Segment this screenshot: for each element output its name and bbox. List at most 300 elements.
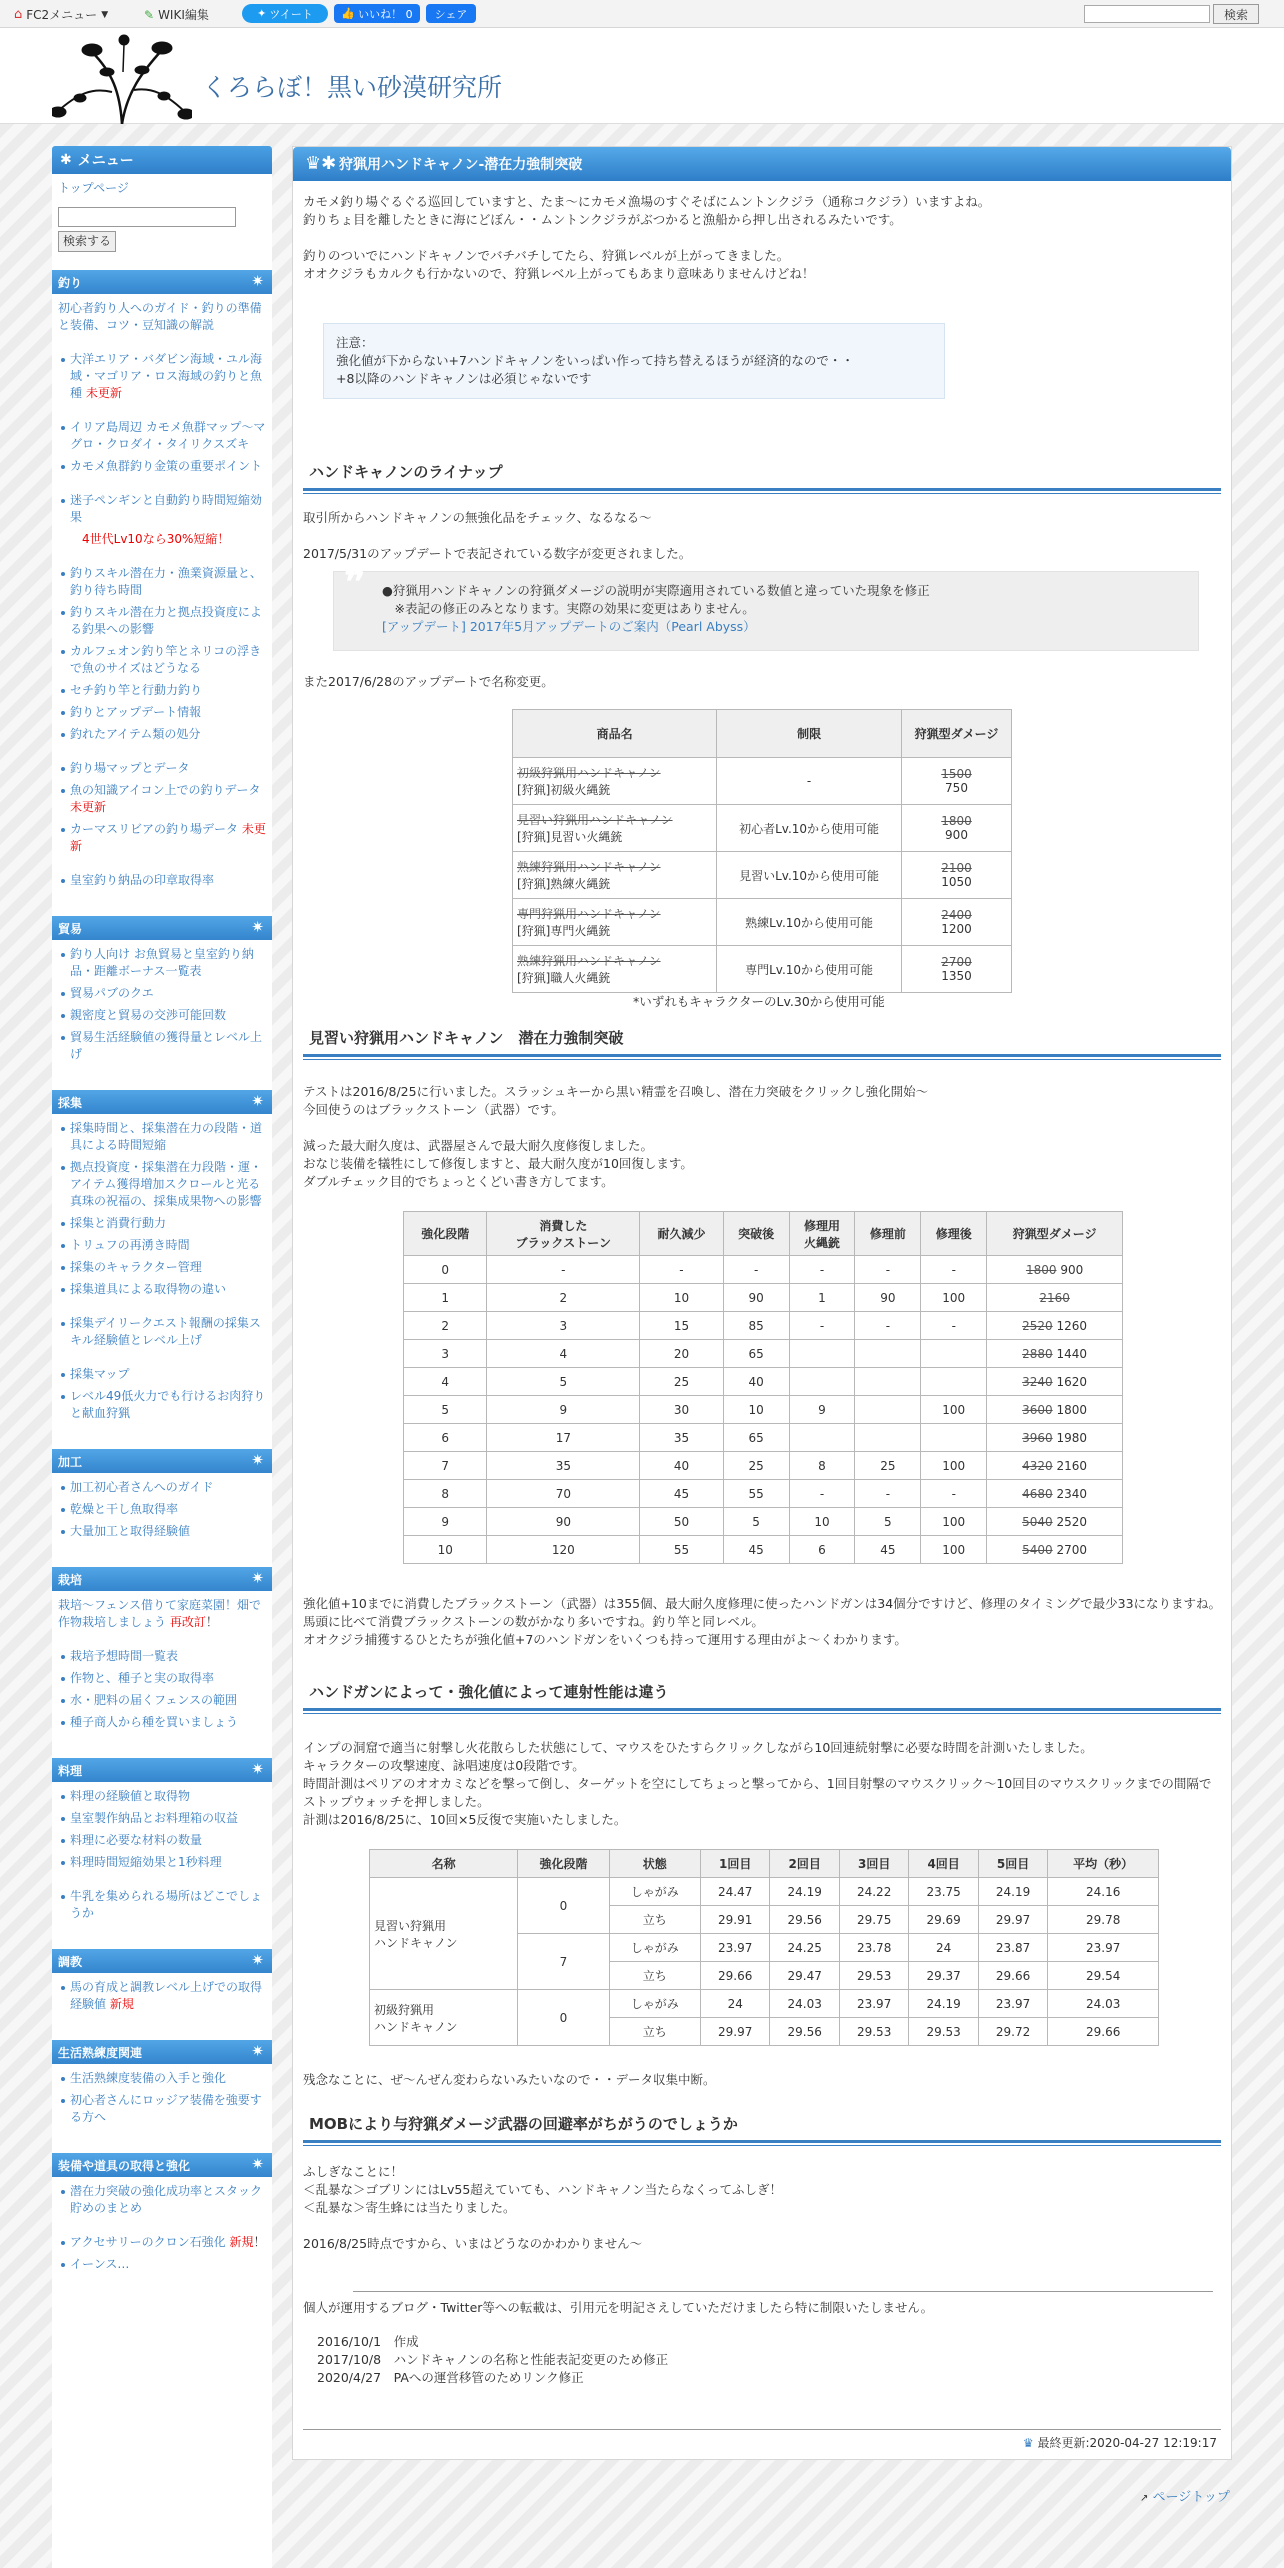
header-text: 修理前 xyxy=(869,1227,906,1241)
table-row xyxy=(404,1480,1123,1508)
table-cell: 23.87 xyxy=(978,1934,1047,1962)
sidebar-search-button[interactable]: 検索する xyxy=(58,231,116,252)
table-cell: 29.78 xyxy=(1048,1906,1159,1934)
crown-icon: ♛✱ xyxy=(305,153,337,174)
sidebar-section-header xyxy=(52,1758,272,1782)
sidebar-item-label: 皇室製作納品とお料理箱の収益 xyxy=(70,1811,239,1825)
table-cell: 50 xyxy=(640,1508,723,1536)
sidebar-item[interactable] xyxy=(58,2070,266,2087)
damage: 2160 xyxy=(1056,1458,1088,1473)
table-cell: 10 xyxy=(723,1396,789,1424)
table-cell xyxy=(987,1452,1123,1480)
like-button[interactable]: 👍 いいね！ 0 xyxy=(334,4,420,23)
sidebar-item[interactable] xyxy=(58,760,266,777)
sidebar-item-label: 採集マップ xyxy=(70,1367,130,1381)
table-header xyxy=(640,1212,723,1256)
sidebar-item[interactable] xyxy=(58,1714,266,1731)
old-name: 専門狩猟用ハンドキャノン xyxy=(517,907,661,921)
sidebar-section-body xyxy=(52,1591,272,1744)
table-row xyxy=(404,1340,1123,1368)
crown-icon: ♛ xyxy=(1022,2436,1034,2450)
sidebar-item-label: 釣り場マップとデータ xyxy=(70,761,190,775)
sidebar-item-label: 大量加工と取得経験値 xyxy=(70,1524,191,1538)
sidebar-item[interactable] xyxy=(58,2092,266,2126)
table-cell: 24.19 xyxy=(770,1878,839,1906)
table-cell: 10 xyxy=(640,1284,723,1312)
table-cell xyxy=(855,1424,921,1452)
table-cell: 見習いLv.10から使用可能 xyxy=(717,852,902,899)
sidebar-section-title: 加工 xyxy=(58,1454,83,1469)
table-header: 3回目 xyxy=(839,1850,908,1878)
old-damage: 3240 xyxy=(1022,1374,1053,1389)
table-header: 2回目 xyxy=(770,1850,839,1878)
intro-line xyxy=(303,229,990,247)
table-cell xyxy=(513,758,717,805)
table-cell: 熟練Lv.10から使用可能 xyxy=(717,899,902,946)
topbar-search-button[interactable]: 検索 xyxy=(1213,4,1259,24)
sidebar-item[interactable] xyxy=(58,565,266,599)
quote-line: ※表記の修正のみとなります。実際の効果に変更はありません。 xyxy=(382,601,755,616)
sidebar-item[interactable] xyxy=(58,1832,266,1849)
sidebar-item[interactable] xyxy=(58,1979,266,2013)
sidebar-section-header xyxy=(52,270,272,294)
table-cell: 100 xyxy=(921,1508,987,1536)
sidebar-item[interactable] xyxy=(58,782,266,816)
note-box xyxy=(323,323,945,399)
sidebar-item[interactable] xyxy=(58,872,266,889)
table-cell: 29.53 xyxy=(909,2018,978,2046)
damage: 1050 xyxy=(941,875,972,889)
table-header-row xyxy=(404,1212,1123,1256)
topbar-search-input[interactable] xyxy=(1084,5,1210,23)
table-header xyxy=(723,1212,789,1256)
damage: 900 xyxy=(945,828,968,842)
break-after-text xyxy=(303,1595,1223,1649)
break-after-line: オオクジラ捕獲するひとたちが強化値+7のハンドガンをいくつも持って運用する理由がよ～くわかります。 xyxy=(303,1632,907,1647)
sidebar-item[interactable] xyxy=(58,2256,266,2273)
header-text: 修理用 xyxy=(803,1218,840,1233)
sparkle-icon: ✷ xyxy=(251,1951,264,1969)
rapid-line: 計測は2016/8/25に、10回×5反復で実施いたしました。 xyxy=(303,1812,627,1827)
mob-line: ＜乱暴な＞寄生蜂には当たりました。 xyxy=(303,2200,516,2215)
sidebar-section-title: 生活熟練度関連 xyxy=(58,2045,143,2060)
sidebar-item[interactable] xyxy=(58,1854,266,1871)
sidebar-item[interactable] xyxy=(58,1388,266,1422)
damage: 1620 xyxy=(1056,1374,1088,1389)
table-cell: 23.75 xyxy=(909,1878,978,1906)
table-cell xyxy=(987,1256,1123,1284)
new-badge: 新規 xyxy=(109,1997,134,2011)
sidebar-item[interactable] xyxy=(58,351,266,402)
spacer xyxy=(58,480,266,492)
sidebar-section-title: 栽培 xyxy=(58,1572,83,1587)
table-cell: 4 xyxy=(404,1368,487,1396)
sidebar-section-header xyxy=(52,2153,272,2177)
table-cell: 9 xyxy=(404,1508,487,1536)
note-line: 強化値が下からない+7ハンドキャノンをいっぱい作って持ち替えるほうが経済的なので・・ xyxy=(336,353,854,368)
sidebar-section-body xyxy=(52,1973,272,2026)
sidebar-item[interactable] xyxy=(58,492,266,526)
table-cell: 1 xyxy=(404,1284,487,1312)
old-damage: 2700 xyxy=(941,955,972,969)
new-badge: 未更新 xyxy=(70,822,266,853)
table-cell xyxy=(513,805,717,852)
spacer xyxy=(52,2139,272,2153)
table-cell: 35 xyxy=(487,1452,640,1480)
sidebar-item-label: 料理時間短縮効果と1秒料理 xyxy=(70,1855,222,1869)
fc2-topbar xyxy=(0,0,1284,28)
damage: 2520 xyxy=(1056,1514,1088,1529)
sidebar-item[interactable] xyxy=(58,1788,266,1805)
table-cell xyxy=(902,805,1012,852)
mob-line xyxy=(303,2217,782,2235)
tweet-button[interactable]: ✦ ツイート xyxy=(242,4,328,23)
sidebar-section-body xyxy=(52,1782,272,1935)
table-cell xyxy=(921,1424,987,1452)
table-cell xyxy=(902,946,1012,993)
site-title[interactable]: くろらぼ！黒い砂漠研究所 xyxy=(202,73,503,102)
spacer xyxy=(52,1553,272,1567)
table-cell: - xyxy=(723,1256,789,1284)
intro-text xyxy=(303,193,990,283)
sidebar-item[interactable] xyxy=(58,1159,266,1210)
table-cell: 100 xyxy=(921,1452,987,1480)
sidebar-item-label: レベル49低火力でも行けるお肉狩りと献血狩猟 xyxy=(70,1389,266,1420)
sidebar-top-page-link[interactable]: トップページ xyxy=(58,181,129,195)
sidebar-section-body xyxy=(52,2177,272,2286)
new-badge: 未更新 xyxy=(85,386,122,400)
damage: 1980 xyxy=(1056,1430,1088,1445)
sidebar-item[interactable] xyxy=(58,985,266,1002)
old-damage: 3600 xyxy=(1022,1402,1053,1417)
new-name: [狩猟]見習い火縄銃 xyxy=(517,830,623,844)
weapon-name: ハンドキャノン xyxy=(374,1935,458,1950)
divider xyxy=(353,2291,1213,2292)
table-header xyxy=(789,1212,855,1256)
sidebar-item[interactable] xyxy=(58,946,266,980)
sidebar-item[interactable] xyxy=(58,2234,266,2251)
spacer xyxy=(52,902,272,916)
sidebar-item[interactable] xyxy=(58,604,266,638)
sidebar-item[interactable] xyxy=(58,1259,266,1276)
table-cell: 29.56 xyxy=(770,2018,839,2046)
table-header xyxy=(855,1212,921,1256)
page-top-link[interactable]: ↗ ページトップ xyxy=(1140,2490,1230,2505)
sidebar-item-label: 迷子ペンギンと自動釣り時間短縮効果 xyxy=(70,493,262,524)
table-cell xyxy=(513,852,717,899)
table-cell: 7 xyxy=(404,1452,487,1480)
sidebar-search-input[interactable] xyxy=(58,207,236,227)
sidebar-item[interactable] xyxy=(58,2183,266,2217)
table-cell xyxy=(987,1424,1123,1452)
header-text: 消費した xyxy=(539,1218,588,1233)
table-header-row xyxy=(513,710,1012,758)
old-damage: 2520 xyxy=(1022,1318,1053,1333)
old-damage: 1800 xyxy=(1025,1262,1057,1277)
sidebar-item[interactable] xyxy=(58,1648,266,1665)
sidebar-item-label: 釣りスキル潜在力・漁業資源量と、釣り待ち時間 xyxy=(70,566,262,597)
quote-line: ●狩猟用ハンドキャノンの狩猟ダメージの説明が実際適用されている数値と違っていた現象を修正 xyxy=(382,583,930,598)
sidebar-item-label: 水・肥料の届くフェンスの範囲 xyxy=(70,1693,238,1707)
update-link[interactable]: [アップデート] 2017年5月アップデートのご案内（Pearl Abyss） xyxy=(382,619,756,634)
sidebar-item[interactable] xyxy=(58,1366,266,1383)
damage: 1350 xyxy=(941,969,972,983)
table-cell: 5 xyxy=(855,1508,921,1536)
sidebar-section-body xyxy=(52,294,272,902)
sidebar-section-title: 料理 xyxy=(58,1763,83,1778)
weapon-name: ハンドキャノン xyxy=(374,2019,458,2034)
table-row xyxy=(404,1312,1123,1340)
sidebar-item-label: 初心者釣り人へのガイド・釣りの準備と装備、コツ・豆知識の解説 xyxy=(58,301,262,332)
sidebar-item[interactable] xyxy=(58,1888,266,1922)
table-cell: 25 xyxy=(640,1368,723,1396)
old-damage: 5040 xyxy=(1022,1514,1053,1529)
sidebar-item[interactable] xyxy=(58,1120,266,1154)
table-cell: 100 xyxy=(921,1284,987,1312)
table-cell xyxy=(921,1340,987,1368)
table-cell: 29.75 xyxy=(839,1906,908,1934)
table-cell: 55 xyxy=(723,1480,789,1508)
last-updated: ♛ 最終更新:2020-04-27 12:19:17 xyxy=(1022,2436,1217,2450)
sidebar-section-body xyxy=(52,2064,272,2139)
header-text: 突破後 xyxy=(738,1227,775,1241)
sidebar-item[interactable] xyxy=(58,1007,266,1024)
fc2-menu[interactable]: ⌂ FC2メニュー ▼ xyxy=(14,7,109,22)
table-cell: 29.72 xyxy=(978,2018,1047,2046)
sidebar-item-label: 牛乳を集められる場所はどこでしょうか xyxy=(70,1889,263,1920)
table-cell xyxy=(987,1312,1123,1340)
damage: 1200 xyxy=(941,922,972,936)
sidebar-item-label: 採集時間と、採集潜在力の段階・道具による時間短縮 xyxy=(70,1121,263,1152)
table-cell: - xyxy=(855,1312,921,1340)
table-cell: - xyxy=(921,1256,987,1284)
break-line xyxy=(303,1119,928,1137)
table-cell: 2 xyxy=(487,1284,640,1312)
break-line: おなじ装備を犠牲にして修復しますと、最大耐久度が10回復します。 xyxy=(303,1156,693,1171)
rapid-after-text: 残念なことに、ぜ～んぜん変わらないみたいなので・・データ収集中断。 xyxy=(303,2072,716,2087)
table-cell xyxy=(855,1340,921,1368)
sidebar-item-label: 料理の経験値と取得物 xyxy=(70,1789,191,1803)
table-cell: - xyxy=(789,1480,855,1508)
sidebar-item[interactable] xyxy=(58,419,266,453)
table-row xyxy=(513,946,1012,993)
sidebar-section-body xyxy=(52,1473,272,1553)
sidebar-item[interactable] xyxy=(58,1692,266,1709)
table-cell: しゃがみ xyxy=(609,1878,700,1906)
table-cell: 6 xyxy=(789,1536,855,1564)
table-row xyxy=(404,1396,1123,1424)
table-header: 5回目 xyxy=(978,1850,1047,1878)
sidebar-section-title: 採集 xyxy=(58,1095,83,1110)
table-header: 強化段階 xyxy=(518,1850,609,1878)
sparkle-icon: ✷ xyxy=(251,1092,264,1110)
table-cell xyxy=(987,1368,1123,1396)
table-cell: 8 xyxy=(789,1452,855,1480)
table-cell: 24.03 xyxy=(1048,1990,1159,2018)
share-button[interactable]: シェア xyxy=(426,4,476,23)
floral-logo-icon xyxy=(52,32,192,124)
lineup-text-1: 取引所からハンドキャノンの無強化品をチェック、なるなる～ xyxy=(303,510,652,525)
sidebar-section-header xyxy=(52,916,272,940)
damage: 1800 xyxy=(1056,1402,1088,1417)
sidebar-item-label: 栽培～フェンス借りて家庭菜園！畑で作物栽培しましょう xyxy=(58,1598,262,1629)
new-name: [狩猟]熟練火縄銃 xyxy=(517,877,611,891)
sidebar-item[interactable] xyxy=(58,1501,266,1518)
table-cell: 45 xyxy=(640,1480,723,1508)
break-after-line: 強化値+10までに消費したブラックストーン（武器）は355個、最大耐久度修理に使ったハンドガンは34個分ですけど、修理のタイミングで最少33になりますね。 xyxy=(303,1596,1222,1611)
sidebar-item[interactable] xyxy=(58,643,266,677)
intro-line: オオクジラもカルクも行かないので、狩猟レベル上がってもあまり意味ありませんけどね！ xyxy=(303,266,815,281)
table-cell: 0 xyxy=(518,1878,609,1934)
sidebar-item-label: トリュフの再湧き時間 xyxy=(70,1238,190,1252)
table-cell: 29.97 xyxy=(700,2018,769,2046)
table-cell: 20 xyxy=(640,1340,723,1368)
table-cell: 0 xyxy=(404,1256,487,1284)
table-cell: 24.22 xyxy=(839,1878,908,1906)
table-header: 4回目 xyxy=(909,1850,978,1878)
damage: 1260 xyxy=(1056,1318,1088,1333)
sidebar-section-title: 調教 xyxy=(58,1954,83,1969)
table-cell: 85 xyxy=(723,1312,789,1340)
damage: 900 xyxy=(1060,1262,1084,1277)
history-line: 2017/10/8 ハンドキャノンの名称と性能表記変更のため修正 xyxy=(317,2352,669,2367)
sidebar-section-header xyxy=(52,2040,272,2064)
sidebar-item[interactable] xyxy=(58,1215,266,1232)
table-cell: - xyxy=(789,1312,855,1340)
table-cell: - xyxy=(855,1480,921,1508)
table-cell: 45 xyxy=(723,1536,789,1564)
table-cell: 29.66 xyxy=(1048,2018,1159,2046)
table-cell: 8 xyxy=(404,1480,487,1508)
spacer xyxy=(58,1636,266,1648)
rapid-line: インプの洞窟で適当に射撃し火花散らした状態にして、マウスをひたすらクリックしながら10回連続射撃に必要な時間を計測いたしました。 xyxy=(303,1740,1093,1755)
history-line: 2016/10/1 作成 xyxy=(317,2334,419,2349)
sidebar-item-label: 拠点投資度・採集潜在力段階・運・アイテム獲得増加スクロールと光る真珠の祝福の、採集成果物への影響 xyxy=(70,1160,263,1208)
spacer xyxy=(52,2026,272,2040)
sidebar-item[interactable] xyxy=(58,1237,266,1254)
table-cell: 9 xyxy=(487,1396,640,1424)
table-cell xyxy=(855,1396,921,1424)
old-damage: 3960 xyxy=(1022,1430,1053,1445)
sidebar-item[interactable] xyxy=(58,1523,266,1540)
table-cell: 29.91 xyxy=(700,1906,769,1934)
table-cell: 10 xyxy=(404,1536,487,1564)
damage: 2340 xyxy=(1056,1486,1088,1501)
table-cell xyxy=(921,1368,987,1396)
sidebar-item-label: 貿易生活経験値の獲得量とレベル上げ xyxy=(70,1030,263,1061)
sidebar-item[interactable] xyxy=(58,821,266,855)
sparkle-icon: ✷ xyxy=(251,1451,264,1469)
new-name: [狩猟]初級火縄銃 xyxy=(517,783,611,797)
thumbs-up-icon: 👍 xyxy=(341,7,356,20)
old-damage: 4680 xyxy=(1022,1486,1053,1501)
break-line: 今回使うのはブラックストーン（武器）です。 xyxy=(303,1102,564,1117)
old-damage: 2100 xyxy=(941,861,972,875)
update-quote xyxy=(333,559,1199,651)
sidebar-item[interactable] xyxy=(58,1479,266,1496)
table-header: 狩猟型ダメージ xyxy=(902,710,1012,758)
table-row xyxy=(370,1878,1159,1906)
table-cell: 24 xyxy=(700,1990,769,2018)
table-cell: 24.19 xyxy=(909,1990,978,2018)
lineup-text-3: また2017/6/28のアップデートで名称変更。 xyxy=(303,674,554,689)
wiki-edit-link[interactable]: ✎ WIKI編集 xyxy=(144,7,209,22)
sidebar-section-body xyxy=(52,1114,272,1435)
table-cell: 29.53 xyxy=(839,2018,908,2046)
table-cell: 90 xyxy=(487,1508,640,1536)
sidebar-item[interactable] xyxy=(58,300,266,334)
damage: 2700 xyxy=(1056,1542,1088,1557)
article-header xyxy=(293,147,1231,181)
table-cell xyxy=(987,1480,1123,1508)
sidebar-item[interactable] xyxy=(58,704,266,721)
lineup-text-2: 2017/5/31のアップデートで表記されている数字が変更されました。 xyxy=(303,546,692,561)
sidebar-item-label: 種子商人から種を買いましょう xyxy=(70,1715,239,1729)
sidebar-item-label: 貿易パブのクエ xyxy=(70,986,154,1000)
arrow-up-icon: ↗ xyxy=(1140,2493,1149,2504)
sidebar-item-label: 初心者さんにロッジア装備を強要する方へ xyxy=(70,2093,262,2124)
sidebar-section-title: 釣り xyxy=(58,275,83,290)
rapid-line: キャラクターの攻撃速度、詠唱速度は0段階です。 xyxy=(303,1758,585,1773)
sidebar-item[interactable] xyxy=(58,458,266,475)
table-cell xyxy=(855,1368,921,1396)
sidebar-item-label: 釣れたアイテム類の処分 xyxy=(70,727,201,741)
break-line: 減った最大耐久度は、武器屋さんで最大耐久度修復しました。 xyxy=(303,1138,654,1153)
sidebar-item-label: 採集のキャラクター管理 xyxy=(70,1260,202,1274)
table-cell: 7 xyxy=(518,1934,609,1990)
table-cell xyxy=(902,899,1012,946)
sidebar-item[interactable] xyxy=(58,682,266,699)
header-text: ブラックストーン xyxy=(515,1235,612,1250)
sidebar-item-label: セチ釣り竿と行動力釣り xyxy=(70,683,203,697)
sidebar-item-label: 生活熟練度装備の入手と強化 xyxy=(70,2071,227,2085)
intro-line: 釣りちょ目を離したときに海にどぼん・・ムントンクジラがぶつかると漁船から押し出されるみたいです。 xyxy=(303,212,902,227)
table-cell: 1 xyxy=(789,1284,855,1312)
sidebar-item[interactable] xyxy=(58,1281,266,1298)
table-cell: - xyxy=(487,1256,640,1284)
sidebar-item-label: イーンス… xyxy=(70,2257,130,2271)
table-cell xyxy=(370,1878,518,1990)
table-row xyxy=(404,1424,1123,1452)
table-cell: 24.47 xyxy=(700,1878,769,1906)
sidebar-item[interactable] xyxy=(58,1670,266,1687)
sidebar-item[interactable] xyxy=(58,1315,266,1349)
table-cell: - xyxy=(921,1312,987,1340)
table-header: 商品名 xyxy=(513,710,717,758)
table-cell: 初心者Lv.10から使用可能 xyxy=(717,805,902,852)
table-cell: 25 xyxy=(723,1452,789,1480)
table-header xyxy=(487,1212,640,1256)
table-row xyxy=(404,1508,1123,1536)
table-cell: 立ち xyxy=(609,1962,700,1990)
table-cell xyxy=(370,1990,518,2046)
new-badge: 新規 xyxy=(229,2235,254,2249)
article-title: 狩猟用ハンドキャノン-潜在力強制突破 xyxy=(339,157,583,173)
old-damage: 5400 xyxy=(1022,1542,1053,1557)
table-header-row xyxy=(370,1850,1159,1878)
sidebar-item[interactable] xyxy=(58,1810,266,1827)
sidebar-item[interactable] xyxy=(58,1029,266,1063)
table-cell: - xyxy=(717,758,902,805)
table-cell: 29.47 xyxy=(770,1962,839,1990)
table-row xyxy=(370,1990,1159,2018)
sidebar-item-label: アクセサリーのクロン石強化 xyxy=(70,2235,226,2249)
sidebar-item[interactable] xyxy=(58,1597,266,1631)
sidebar-item[interactable] xyxy=(58,726,266,743)
table-cell: 17 xyxy=(487,1424,640,1452)
mob-line: ふしぎなことに！ xyxy=(303,2164,404,2179)
table-cell: - xyxy=(789,1256,855,1284)
